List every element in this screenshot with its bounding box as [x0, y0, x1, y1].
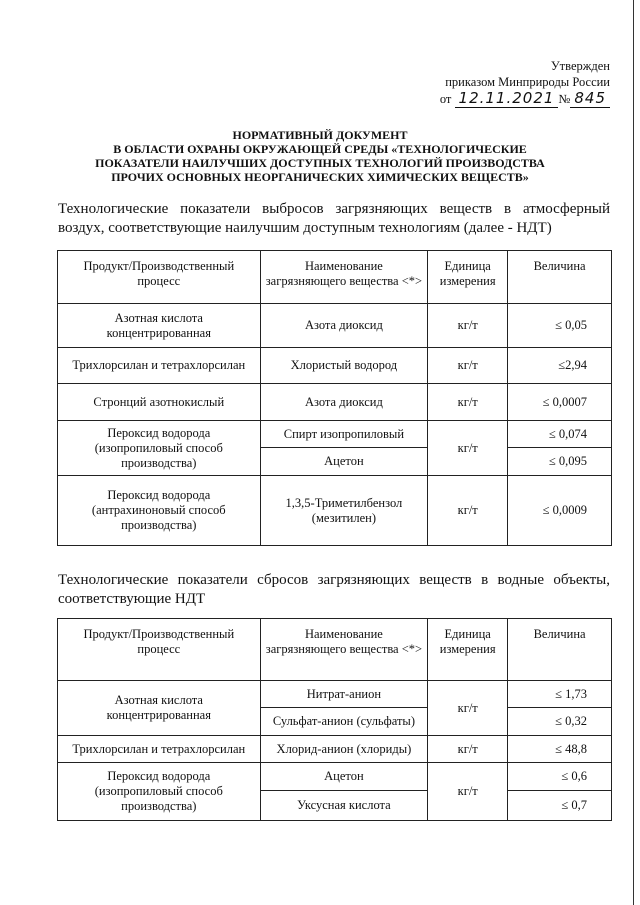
cell-value: ≤ 0,0009: [508, 476, 612, 546]
header-substance: Наименование загрязняющего вещества <*>: [260, 251, 428, 304]
table-row: [58, 681, 612, 708]
discharges-table: [57, 618, 612, 821]
cell-unit: кг/т: [428, 384, 508, 421]
cell-value: ≤ 48,8: [508, 736, 612, 763]
title-line: ПОКАЗАТЕЛИ НАИЛУЧШИХ ДОСТУПНЫХ ТЕХНОЛОГИЙ ПРОИЗВОДСТВА: [95, 156, 545, 170]
cell-substance: Азота диоксид: [260, 304, 428, 348]
cell-value: ≤ 1,73: [508, 681, 612, 708]
table-row: [58, 763, 612, 791]
approval-line2: приказом Минприроды России: [445, 75, 610, 89]
header-unit: Единица измерения: [428, 251, 508, 304]
cell-value: ≤ 0,05: [508, 304, 612, 348]
cell-product: Азотная кислота концентрированная: [58, 304, 261, 348]
cell-substance: Сульфат-анион (сульфаты): [260, 708, 428, 736]
cell-unit: кг/т: [428, 736, 508, 763]
cell-value: ≤ 0,32: [508, 708, 612, 736]
approval-line1: Утвержден: [550, 59, 610, 73]
approval-date: 12.11.2021: [455, 89, 559, 108]
header-value: Величина: [508, 251, 612, 304]
table-row: [58, 421, 612, 448]
cell-substance: Нитрат-анион: [260, 681, 428, 708]
cell-value: ≤ 0,0007: [508, 384, 612, 421]
section2-heading: Технологические показатели сбросов загрязняющих веществ в водные объекты, соответствующие НДТ: [58, 572, 610, 607]
title-line: В ОБЛАСТИ ОХРАНЫ ОКРУЖАЮЩЕЙ СРЕДЫ «ТЕХНОЛОГИЧЕСКИЕ: [113, 142, 527, 156]
cell-substance: Ацетон: [260, 763, 428, 791]
cell-unit: кг/т: [428, 421, 508, 476]
table-row: [58, 736, 612, 763]
cell-unit: кг/т: [428, 304, 508, 348]
approval-stamp: [440, 58, 610, 107]
cell-value: ≤2,94: [508, 348, 612, 384]
cell-substance: 1,3,5-Триметилбензол (мезитилен): [260, 476, 428, 546]
cell-value: ≤ 0,095: [508, 448, 612, 476]
cell-unit: кг/т: [428, 476, 508, 546]
approval-from: от: [439, 92, 452, 106]
section1-heading: Технологические показатели выбросов загрязняющих веществ в атмосферный воздух, соответствующие наилучшим доступным технологиям (далее - НДТ): [58, 201, 610, 236]
cell-product: Трихлорсилан и тетрахлорсилан: [58, 348, 261, 384]
table-row: [58, 384, 612, 421]
header-product: Продукт/Производственный процесс: [58, 251, 261, 304]
cell-unit: кг/т: [428, 681, 508, 736]
cell-unit: кг/т: [428, 763, 508, 821]
header-product: Продукт/Производственный процесс: [58, 619, 261, 681]
approval-no: №: [558, 92, 571, 106]
table-header-row: [58, 251, 612, 304]
title-line: ПРОЧИХ ОСНОВНЫХ НЕОРГАНИЧЕСКИХ ХИМИЧЕСКИХ ВЕЩЕСТВ»: [111, 170, 529, 184]
cell-product: Пероксид водорода (изопропиловый способ производства): [58, 421, 261, 476]
cell-substance: Хлористый водород: [260, 348, 428, 384]
title-line: НОРМАТИВНЫЙ ДОКУМЕНТ: [232, 128, 408, 142]
cell-substance: Ацетон: [260, 448, 428, 476]
header-unit: Единица измерения: [428, 619, 508, 681]
table-row: [58, 476, 612, 546]
cell-substance: Уксусная кислота: [260, 791, 428, 821]
cell-value: ≤ 0,074: [508, 421, 612, 448]
cell-product: Азотная кислота концентрированная: [58, 681, 261, 736]
cell-product: Трихлорсилан и тетрахлорсилан: [58, 736, 261, 763]
table-row: [58, 304, 612, 348]
cell-value: ≤ 0,7: [508, 791, 612, 821]
document-title: [0, 128, 640, 184]
approval-number: 845: [570, 89, 610, 108]
cell-product: Стронций азотнокислый: [58, 384, 261, 421]
cell-product: Пероксид водорода (антрахиноновый способ производства): [58, 476, 261, 546]
cell-substance: Спирт изопропиловый: [260, 421, 428, 448]
cell-unit: кг/т: [428, 348, 508, 384]
table-header-row: [58, 619, 612, 681]
cell-substance: Хлорид-анион (хлориды): [260, 736, 428, 763]
header-substance: Наименование загрязняющего вещества <*>: [260, 619, 428, 681]
emissions-table: [57, 250, 612, 546]
table-row: [58, 348, 612, 384]
cell-substance: Азота диоксид: [260, 384, 428, 421]
cell-value: ≤ 0,6: [508, 763, 612, 791]
header-value: Величина: [508, 619, 612, 681]
cell-product: Пероксид водорода (изопропиловый способ производства): [58, 763, 261, 821]
